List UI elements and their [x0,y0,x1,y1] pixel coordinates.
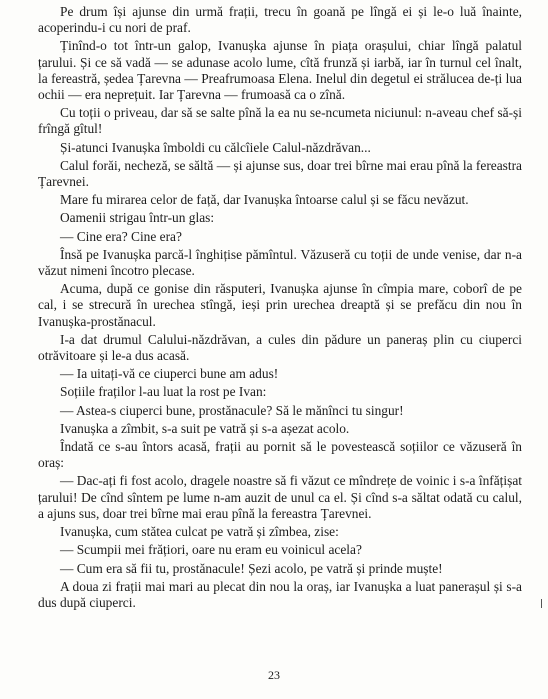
page-number: 23 [268,668,280,682]
paragraph-14: — Astea-s ciuperci bune, prostănacule? Să le mănînci tu singur! [60,402,404,418]
paragraph-7: Oamenii strigau într-un glas: [60,210,215,226]
paragraph-13: Soțiile fraților l-au luat la rost pe Ivan: [60,384,267,400]
paragraph-3: Cu toții o priveau, dar să se salte pînă la ea nu se-ncumeta niciunul: n-aveau chef să-și frîngă gîtul! [38,105,522,137]
paragraph-2: Ținînd-o tot într-un galop, Ivanușka ajunse în piața orașului, chiar lîngă palatul țarului. Și ce să vadă — se adunase acolo lume, cîtă frunză și iarbă, iar în turnul cel înalt, la fereastră, ședea Țarevna — Preafrumoasa Elena. Inelul din degetul ei strălucea de-ți lua ochii — era neprețuit. Iar Țarevna — frumoasă ca o zînă. [38,38,522,103]
paragraph-21: A doua zi frații mai mari au plecat din nou la oraș, iar Ivanușka a luat panerașul și s-a dus după ciuperci. [38,578,522,610]
paragraph-10: Acuma, după ce gonise din răsputeri, Ivanușka ajunse în cîmpia mare, coborî de pe cal, i se strecură în urechea stîngă, ieși prin urechea dreaptă și se prefăcu din nou în Ivanușka-prostănacul. [38,281,522,329]
paragraph-6: Mare fu mirarea celor de față, dar Ivanușka întoarse calul și se făcu nevăzut. [60,192,469,208]
body-text [38,4,522,613]
scan-edge-mark [541,599,542,608]
paragraph-19: — Scumpii mei frățiori, oare nu eram eu voinicul acela? [60,542,362,558]
paragraph-8: — Cine era? Cine era? [60,228,182,244]
paragraph-17: — Dac-ați fi fost acolo, dragele noastre să fi văzut ce mîndrețe de voinic i s-a înfățișat țarului! De cînd sîntem pe lume n-am auzit de unul ca el. Și cînd s-a săltat odată cu calul, a ajuns sus, doar trei bîrne mai erau pînă la fereastra Țarevnei. [38,473,522,521]
paragraph-18: Ivanușka, cum stătea culcat pe vatră și zîmbea, zise: [60,524,339,540]
paragraph-20: — Cum era să fii tu, prostănacule! Șezi acolo, pe vatră și prinde muște! [60,560,443,576]
paragraph-4: Și-atunci Ivanușka îmboldi cu călcîiele Calul-năzdrăvan... [60,139,371,155]
paragraph-12: — Ia uitați-vă ce ciuperci bune am adus! [60,366,279,382]
paragraph-1: Pe drum își ajunse din urmă frații, trecu în goană pe lîngă ei și le-o luă înainte, acoperindu-i cu nori de praf. [38,4,522,36]
paragraph-9: Însă pe Ivanușka parcă-l înghițise pămîntul. Văzuseră cu toții de unde venise, dar n-a văzut nimeni încotro plecase. [38,246,522,279]
paragraph-16: Îndată ce s-au întors acasă, frații au pornit să le povestească soțiilor ce văzuseră în oraș: [38,439,522,471]
paragraph-5: Calul forăi, necheză, se săltă — și ajunse sus, doar trei bîrne mai erau pînă la fereastra Țarevnei. [38,157,522,190]
paragraph-15: Ivanușka a zîmbit, s-a suit pe vatră și s-a așezat acolo. [60,420,350,436]
paragraph-11: I-a dat drumul Calului-năzdrăvan, a cules din pădure un paneraș plin cu ciuperci otrăvitoare și le-a dus acasă. [38,331,522,364]
